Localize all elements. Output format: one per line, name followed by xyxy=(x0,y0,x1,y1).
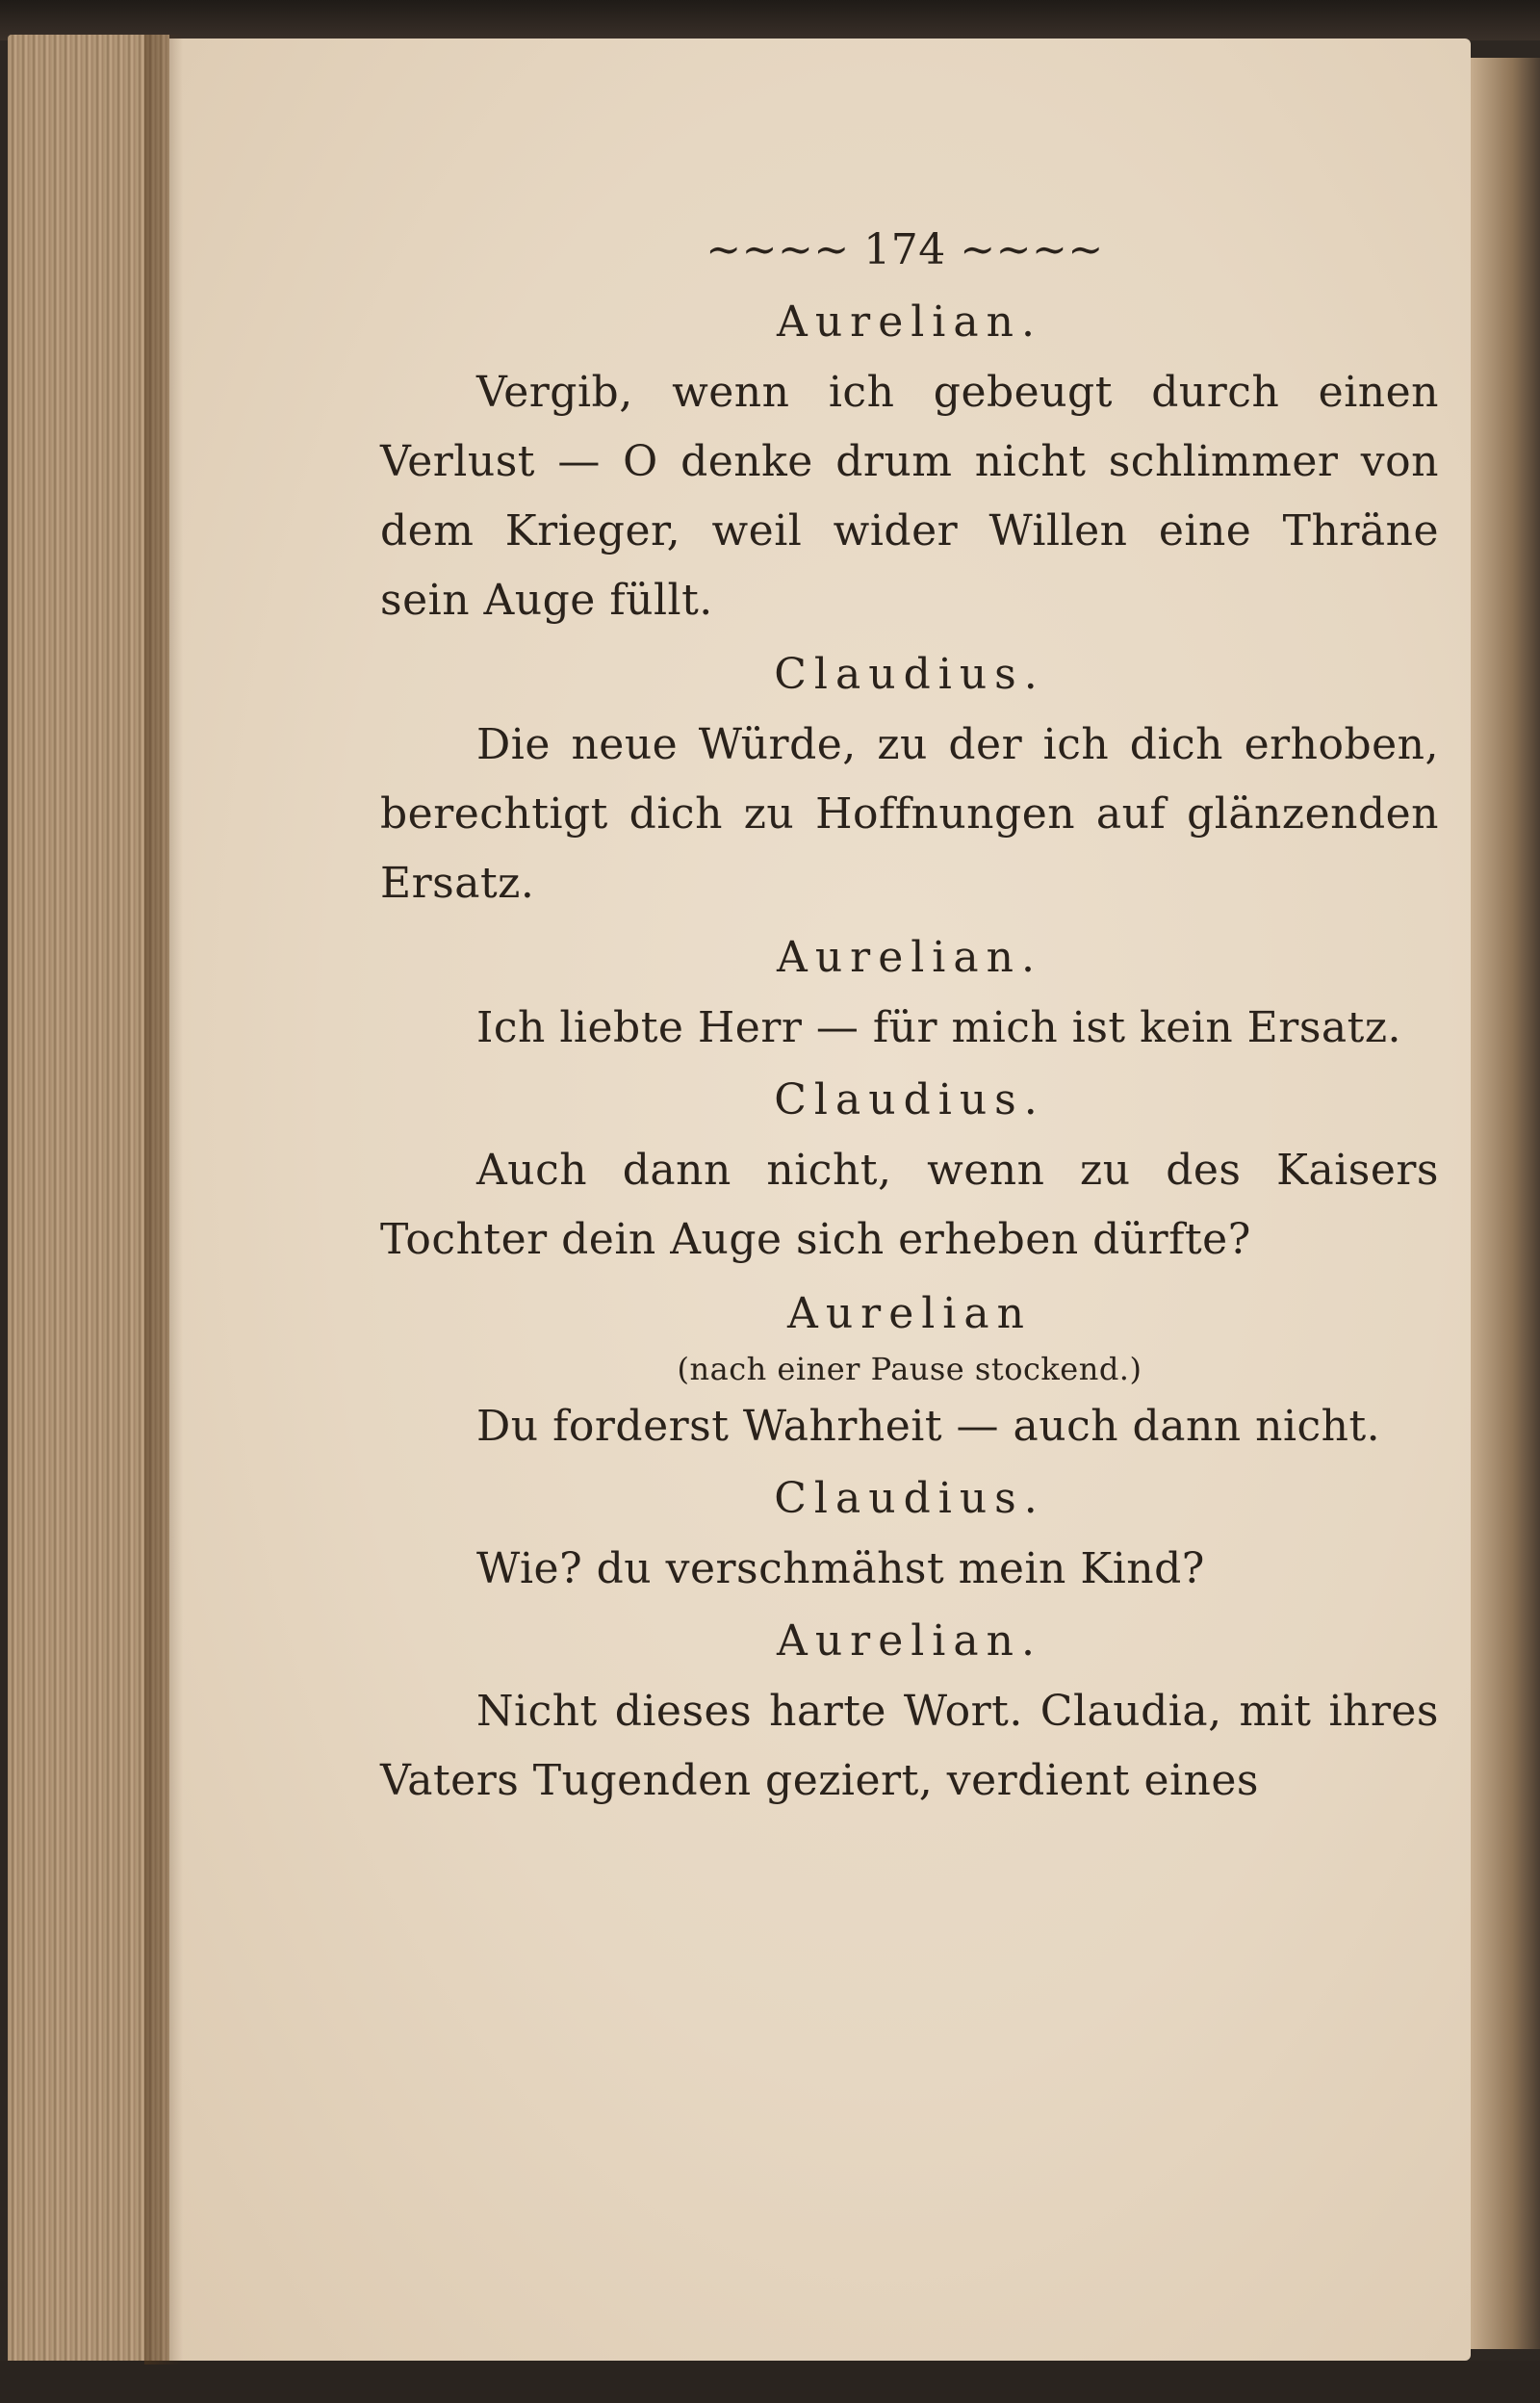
gutter-shadow xyxy=(144,35,183,2364)
stage-direction: (nach einer Pause stockend.) xyxy=(677,1351,1142,1387)
speaker-name: Aurelian. xyxy=(777,933,1042,982)
speaker-name: Aurelian xyxy=(787,1289,1032,1338)
book-right-edge xyxy=(1471,58,1540,2349)
page-text-block xyxy=(380,212,1439,1822)
page-header: ~~~~ 174 ~~~~ xyxy=(706,225,1104,274)
speech-text: Die neue Würde, zu der ich dich erhoben, berechtigt dich zu Hoffnungen auf glänzenden Ersatz. xyxy=(380,720,1439,908)
speech-text: Nicht dieses harte Wort. Claudia, mit ihres Vaters Tugenden geziert, verdient eines xyxy=(380,1687,1439,1805)
speech-text: Du forderst Wahrheit — auch dann nicht. xyxy=(476,1402,1381,1451)
speech-text: Ich liebte Herr — für mich ist kein Ersatz. xyxy=(476,1003,1401,1052)
scan-bottom-border xyxy=(0,2361,1540,2403)
speaker-name: Aurelian. xyxy=(777,1616,1042,1666)
scan-top-border xyxy=(0,0,1540,40)
speaker-name: Claudius. xyxy=(774,650,1045,699)
speaker-name: Claudius. xyxy=(774,1474,1045,1523)
speech-text: Wie? du verschmähst mein Kind? xyxy=(476,1544,1205,1593)
speaker-name: Aurelian. xyxy=(777,297,1042,347)
speaker-name: Claudius. xyxy=(774,1075,1045,1124)
speech-text: Vergib, wenn ich gebeugt durch einen Verlust — O denke drum nicht schlimmer von dem Krieger, weil wider Willen eine Thräne sein Auge füllt. xyxy=(380,368,1439,625)
speech-text: Auch dann nicht, wenn zu des Kaisers Tochter dein Auge sich erheben dürfte? xyxy=(380,1146,1439,1264)
